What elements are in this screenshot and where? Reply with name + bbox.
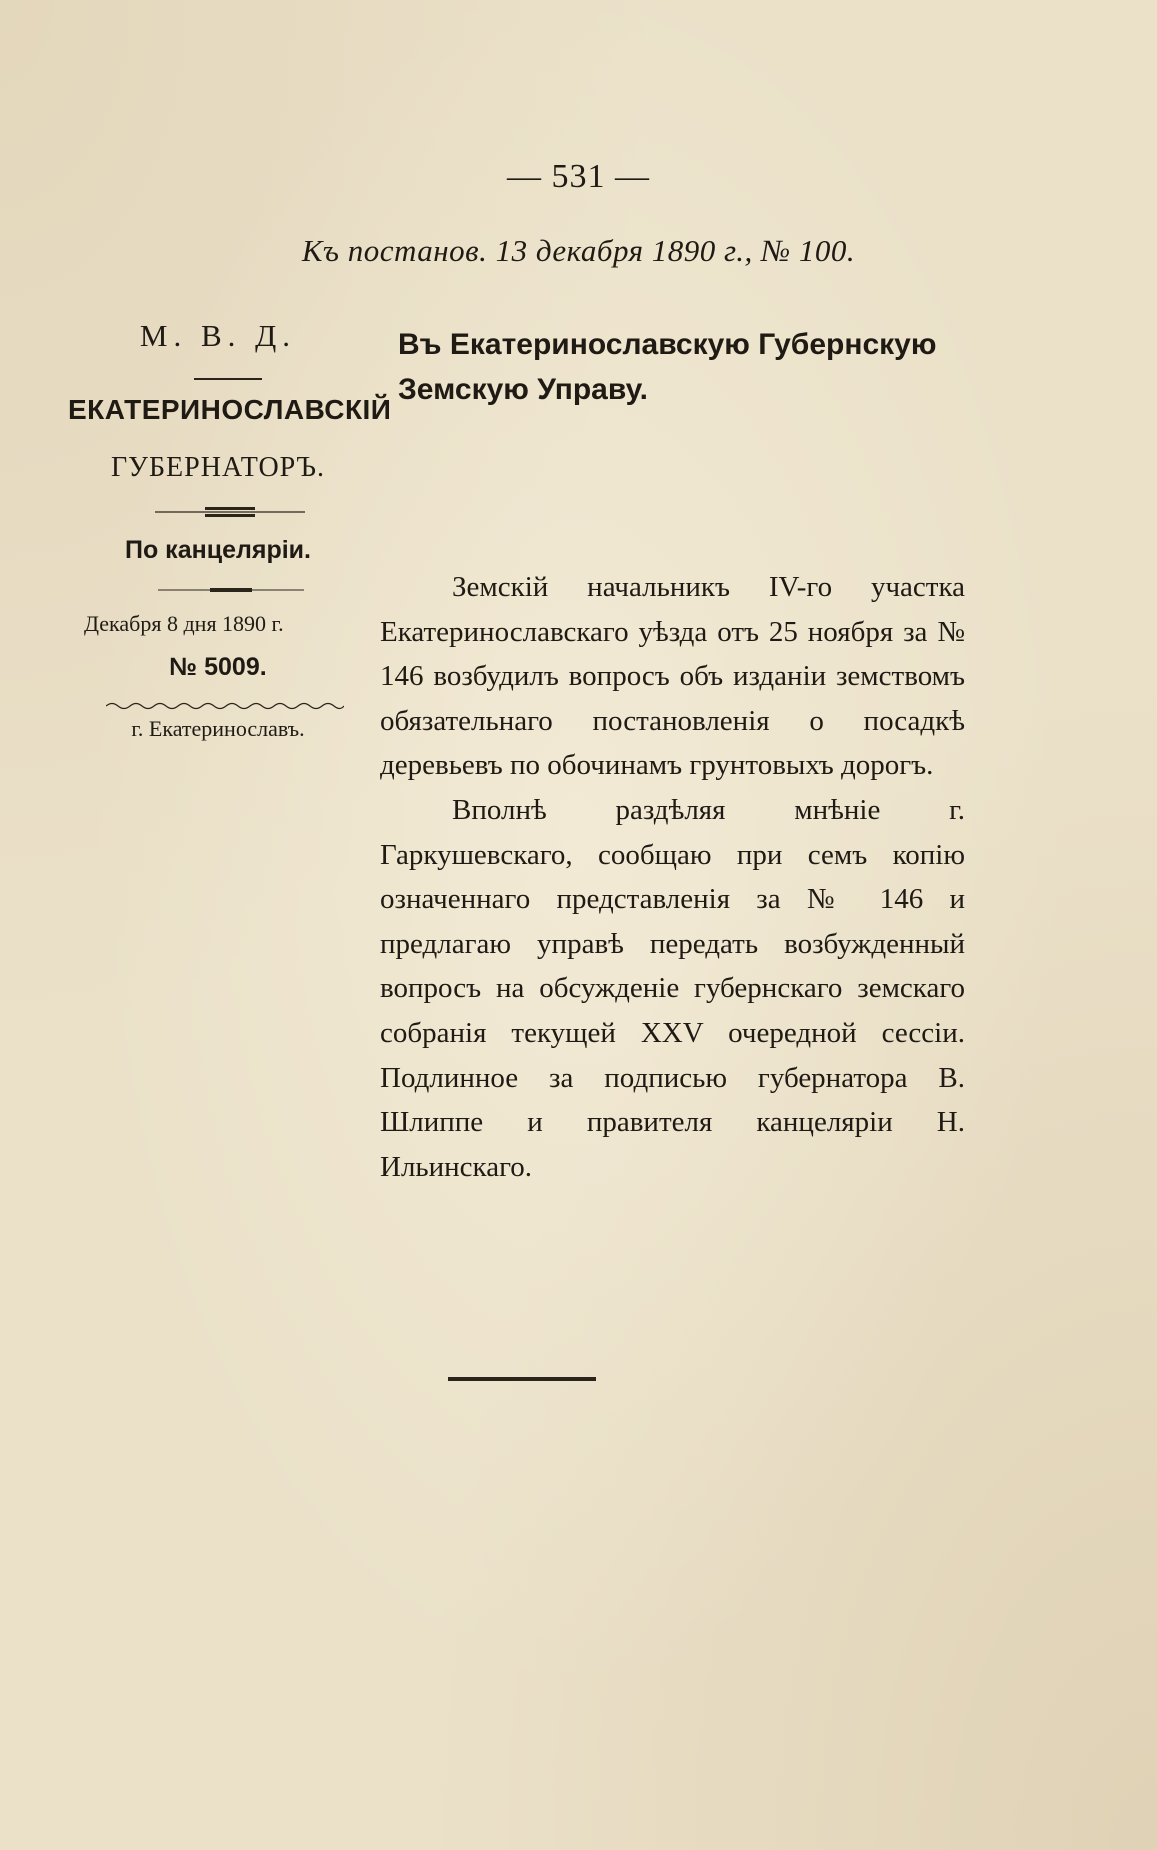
- divider-short: [194, 378, 262, 380]
- document-date: Декабря 8 дня 1890 г.: [84, 611, 284, 636]
- ornament-divider: [155, 505, 305, 519]
- page-number: — 531 —: [507, 158, 650, 195]
- place-of-issue: г. Екатеринославъ.: [131, 716, 305, 741]
- governor-title: ЕКАТЕРИНОСЛАВСКІЙ: [68, 394, 392, 425]
- resolution-reference: Къ постанов. 13 декабря 1890 г., № 100.: [301, 233, 856, 268]
- governor-title-line2: ГУБЕРНАТОРЪ.: [110, 452, 326, 483]
- ornament-divider: [158, 582, 304, 592]
- ministry-abbreviation: М. В. Д.: [139, 318, 297, 353]
- letter-body: [380, 565, 965, 1189]
- office-label: По канцеляріи.: [125, 536, 311, 564]
- wavy-divider: [106, 698, 344, 708]
- document-number: № 5009.: [169, 653, 267, 681]
- paragraph: Земскій начальникъ IV-го участка Екатеринославскаго уѣзда отъ 25 ноября за № 146 возбудилъ вопросъ объ изданіи земствомъ обязательнаго постановленія о посадкѣ деревьевъ по обочинамъ грунтовыхъ дорогъ.: [380, 571, 965, 782]
- addressee: Въ Екатеринославскую Губернскую Земскую Управу.: [398, 328, 937, 406]
- end-rule: [448, 1377, 596, 1381]
- paragraph: Вполнѣ раздѣляя мнѣніе г. Гаркушевскаго, сообщаю при семъ копію означеннаго представленія за № 146 и предлагаю управѣ передать возбужденный вопросъ на обсужденіе губернскаго земскаго собранія текущей XXV очередной сессіи. Подлинное за подписью губернатора В. Шлиппе и правителя канцеляріи Н. Ильинскаго.: [380, 793, 965, 1183]
